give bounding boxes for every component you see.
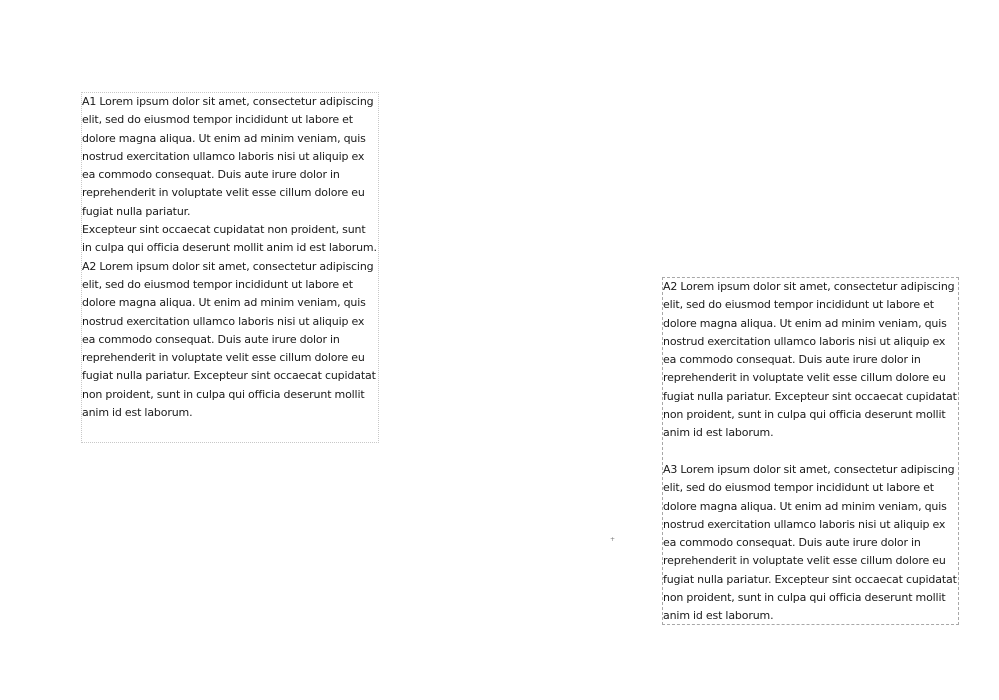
anchor-marker-icon: + [610, 536, 616, 543]
paragraph-a1: A1 Lorem ipsum dolor sit amet, consectetur adipiscing elit, sed do eiusmod tempor incididunt ut labore et dolore magna aliqua. Ut enim ad minim veniam, quis nostrud exercitation ullamco laboris nisi ut aliquip ex ea commodo consequat. Duis aute irure dolor in reprehenderit in voluptate velit esse cillum dolore eu fugiat nulla pariatur. [82, 95, 374, 218]
paragraph-a2-left: A2 Lorem ipsum dolor sit amet, consectetur adipiscing elit, sed do eiusmod tempor incididunt ut labore et dolore magna aliqua. Ut enim ad minim veniam, quis nostrud exercitation ullamco laboris nisi ut aliquip ex ea commodo consequat. Duis aute irure dolor in reprehenderit in voluptate velit esse cillum dolore eu fugiat nulla pariatur. Excepteur sint occaecat cupidatat non proident, sunt in culpa qui officia deserunt mollit anim id est laborum. [82, 259, 376, 420]
paragraph-a3: A3 Lorem ipsum dolor sit amet, consectetur adipiscing elit, sed do eiusmod tempor incididunt ut labore et dolore magna aliqua. Ut enim ad minim veniam, quis nostrud exercitation ullamco laboris nisi ut aliquip ex ea commodo consequat. Duis aute irure dolor in reprehenderit in voluptate velit esse cillum dolore eu fugiat nulla pariatur. Excepteur sint occaecat cupidatat non proident, sunt in culpa qui officia deserunt mollit anim id est laborum. [663, 462, 957, 623]
text-frame-right[interactable] [662, 277, 959, 625]
text-frame-left[interactable] [81, 92, 379, 443]
paragraph-spacer [663, 443, 958, 461]
paragraph-a2-right: A2 Lorem ipsum dolor sit amet, consectetur adipiscing elit, sed do eiusmod tempor incididunt ut labore et dolore magna aliqua. Ut enim ad minim veniam, quis nostrud exercitation ullamco laboris nisi ut aliquip ex ea commodo consequat. Duis aute irure dolor in reprehenderit in voluptate velit esse cillum dolore eu fugiat nulla pariatur. Excepteur sint occaecat cupidatat non proident, sunt in culpa qui officia deserunt mollit anim id est laborum. [663, 280, 957, 440]
paragraph-excepteur: Excepteur sint occaecat cupidatat non proident, sunt in culpa qui officia deserunt mollit anim id est laborum. [82, 223, 377, 255]
